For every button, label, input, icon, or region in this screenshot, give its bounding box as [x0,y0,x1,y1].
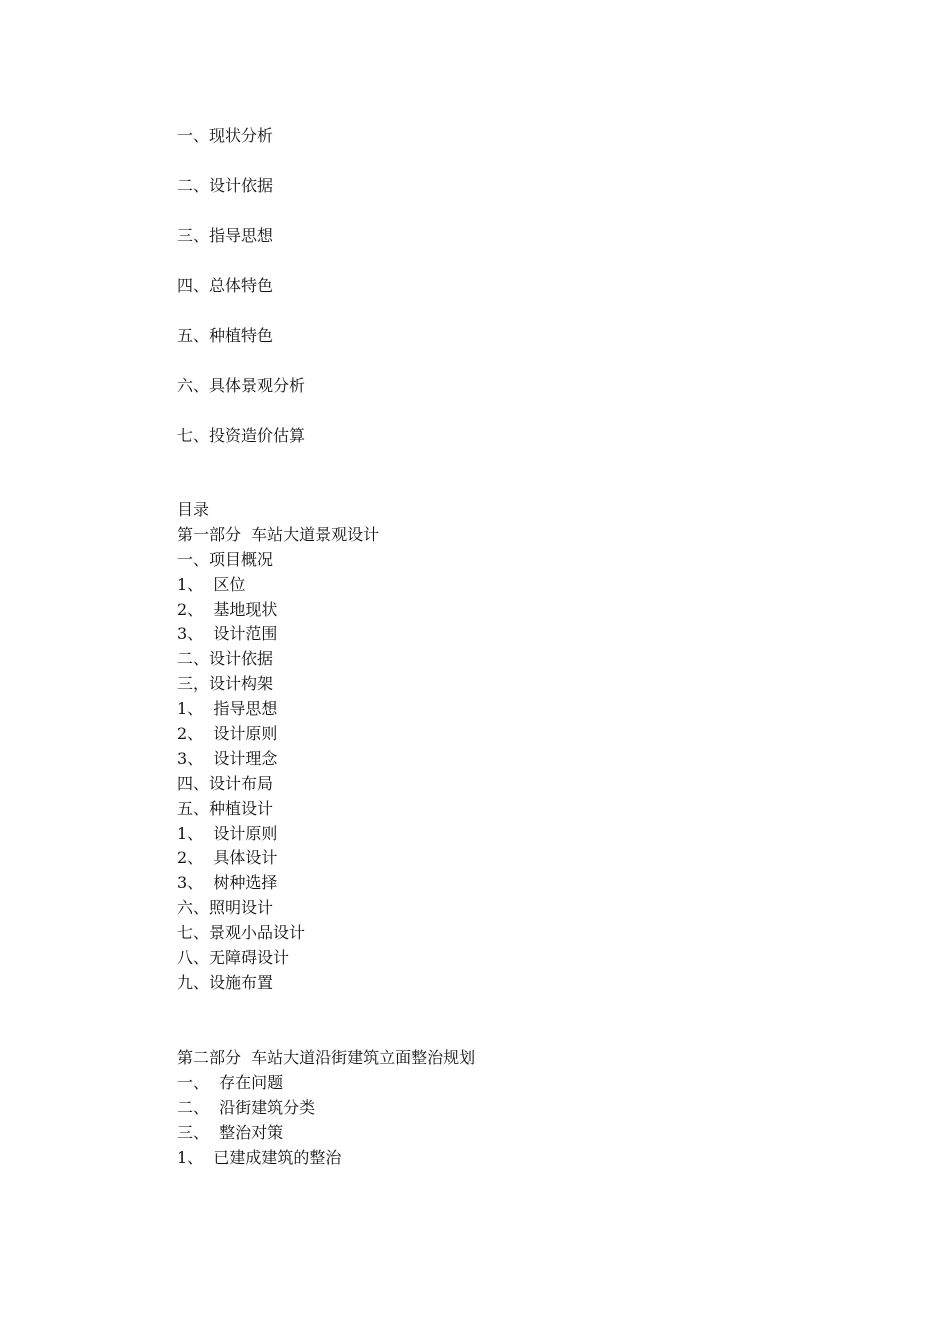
toc-item: 三、 整治对策 [177,1123,284,1142]
outline-item: 二、设计依据 [177,176,274,195]
toc-part-title: 第一部分 车站大道景观设计 [177,524,380,544]
toc-item: 一、 存在问题 [177,1073,284,1092]
toc-item: 1、 指导思想 [177,699,278,719]
toc-item: 七、景观小品设计 [177,923,306,943]
toc-part-title: 第二部分 车站大道沿街建筑立面整治规划 [177,1048,476,1067]
toc-item: 二、 沿街建筑分类 [177,1098,316,1117]
table-of-contents [177,498,379,996]
toc-item: 六、照明设计 [177,898,274,918]
toc-item: 四、设计布局 [177,773,274,793]
table-of-contents-part-two [177,1045,475,1170]
toc-item: 3、 设计理念 [177,748,278,768]
outline-item: 四、总体特色 [177,276,274,295]
toc-item: 1、 区位 [177,574,246,594]
toc-item: 3、 树种选择 [177,873,278,893]
toc-item: 五、种植设计 [177,798,274,818]
toc-item: 九、设施布置 [177,972,274,992]
toc-item: 1、 设计原则 [177,823,278,843]
outline-item: 五、种植特色 [177,326,274,345]
toc-item: 八、无障碍设计 [177,948,290,968]
toc-item: 二、设计依据 [177,649,274,669]
toc-item: 2、 具体设计 [177,848,278,868]
toc-item: 3、 设计范围 [177,624,278,644]
toc-item: 2、 基地现状 [177,599,278,619]
toc-item: 一、项目概况 [177,549,274,569]
outline-list [177,123,305,473]
toc-item: 2、 设计原则 [177,724,278,744]
toc-item: 三，设计构架 [177,674,274,694]
outline-item: 一、现状分析 [177,126,274,145]
outline-item: 三、指导思想 [177,226,274,245]
toc-item: 1、 已建成建筑的整治 [177,1148,342,1167]
outline-item: 七、投资造价估算 [177,426,306,445]
outline-item: 六、具体景观分析 [177,376,306,395]
toc-heading: 目录 [177,500,210,519]
